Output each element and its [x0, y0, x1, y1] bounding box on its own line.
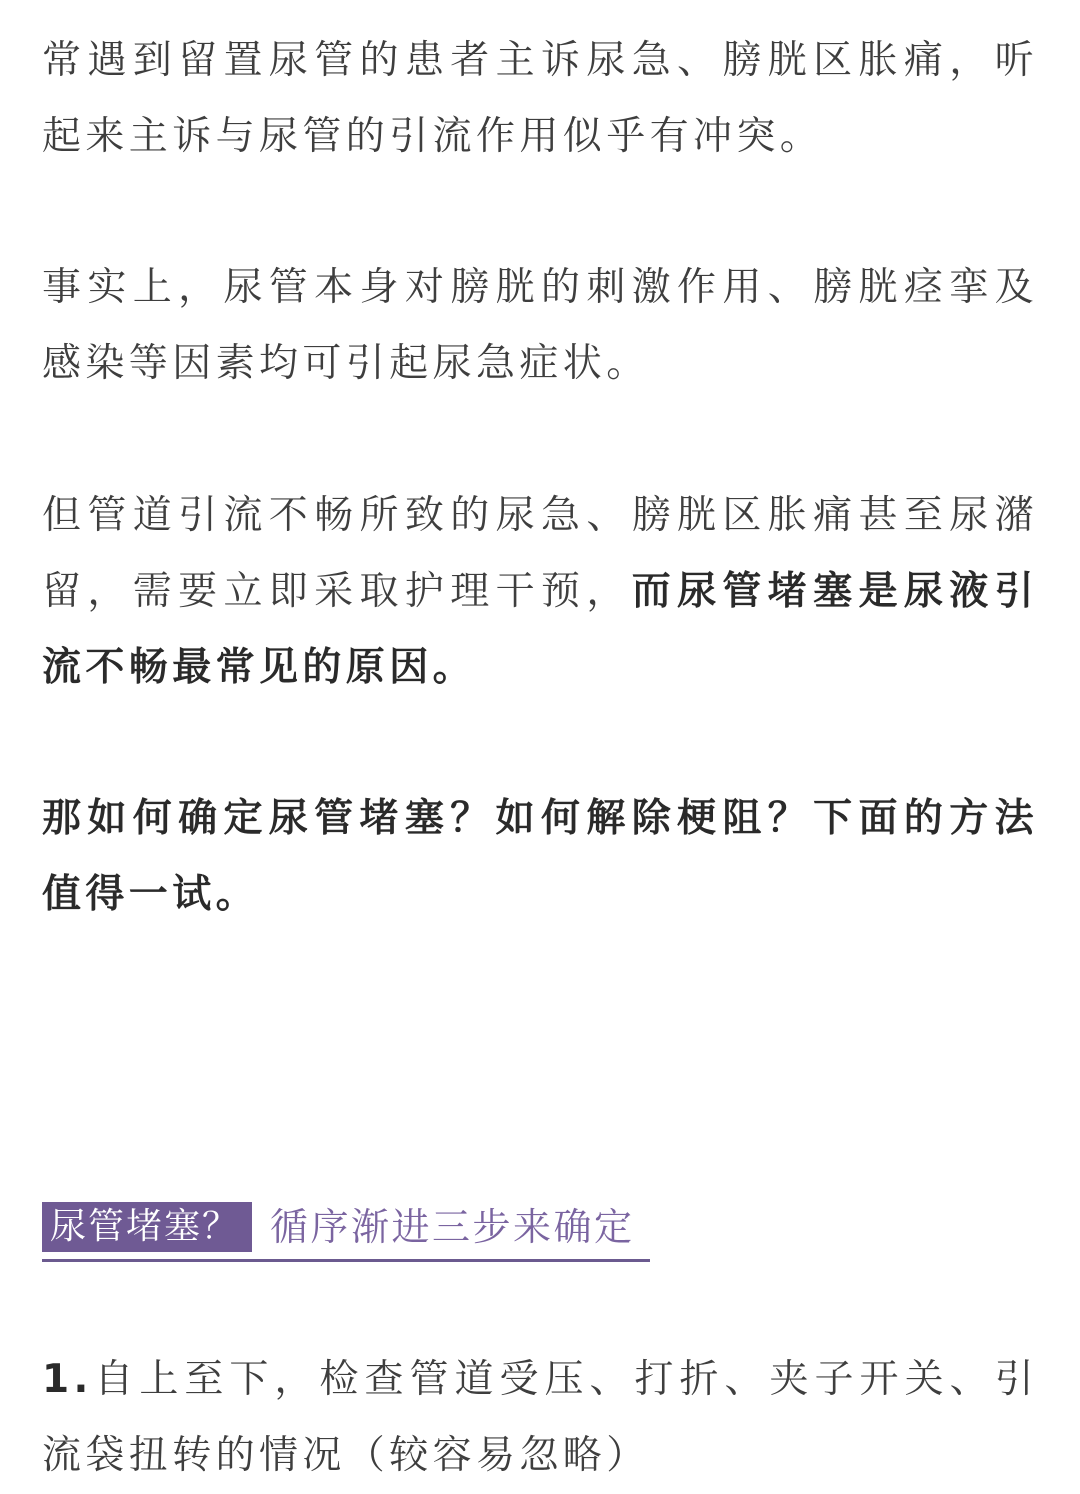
paragraph-question: 那如何确定尿管堵塞？如何解除梗阻？下面的方法值得一试。 [42, 796, 1038, 917]
section-title: 循序渐进三步来确定 [270, 1205, 635, 1249]
step-1-number: 1. [42, 1357, 93, 1402]
section-heading [42, 1198, 650, 1262]
step-1-text: 自上至下，检查管道受压、打折、夹子开关、引流袋扭转的情况（较容易忽略） [42, 1357, 1038, 1478]
paragraph-intro: 常遇到留置尿管的患者主诉尿急、膀胱区胀痛，听起来主诉与尿管的引流作用似乎有冲突。 [42, 38, 1038, 159]
paragraph-causes: 事实上，尿管本身对膀胱的刺激作用、膀胱痉挛及感染等因素均可引起尿急症状。 [42, 265, 1038, 386]
section-badge: 尿管堵塞？ [42, 1202, 252, 1252]
paragraph-blockage-emphasis: 而尿管堵塞是尿液引流不畅最常见的原因。 [42, 569, 1038, 690]
step-1 [42, 1342, 1038, 1494]
paragraph-blockage-text: 但管道引流不畅所致的尿急、膀胱区胀痛甚至尿潴留，需要立即采取护理干预， [42, 493, 1038, 614]
paragraph-blockage [42, 478, 1038, 706]
